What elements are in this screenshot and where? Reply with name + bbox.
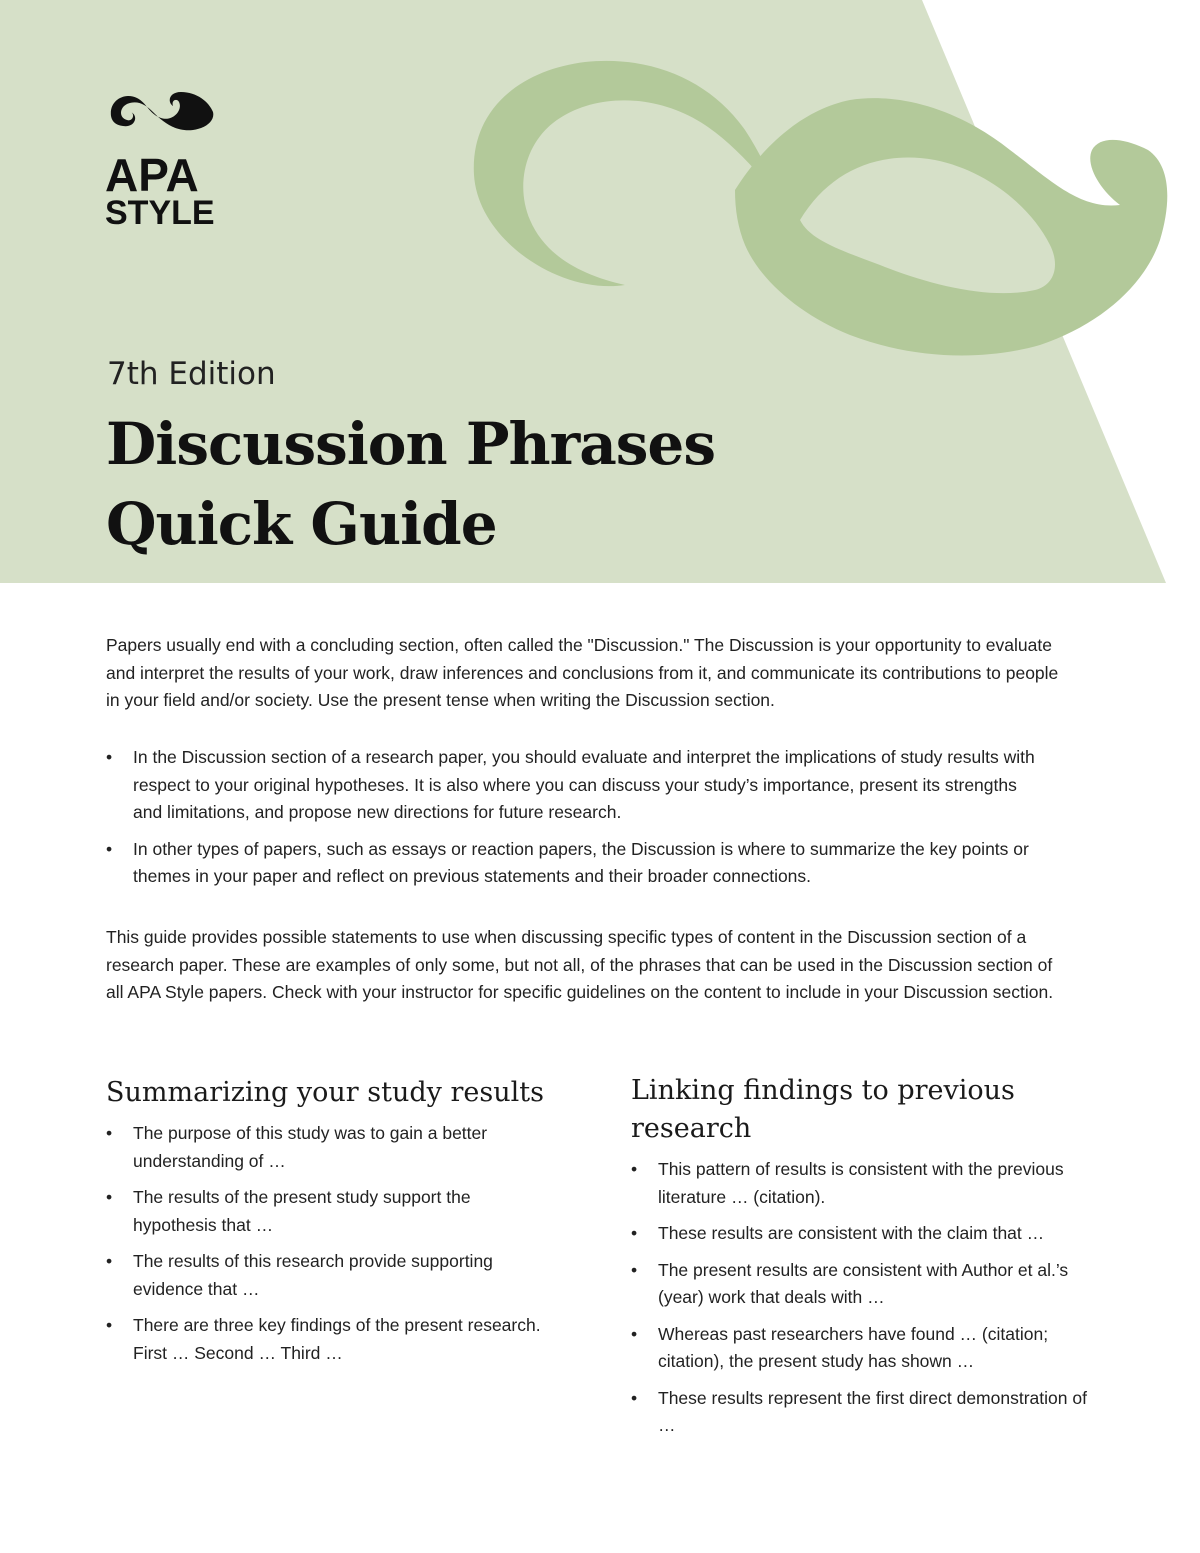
- list-item: • These results represent the first direct demonstration of …: [631, 1385, 1091, 1440]
- list-item: • In other types of papers, such as essays or reaction papers, the Discussion is where to summarize the key points or themes in your paper and reflect on previous statements and their broader connections.: [106, 836, 1046, 891]
- page-title: [106, 404, 806, 564]
- list-item: • The purpose of this study was to gain a better understanding of …: [106, 1120, 556, 1175]
- list-item: • There are three key findings of the present research. First … Second … Third …: [106, 1312, 556, 1367]
- logo-text-style: STYLE: [105, 194, 215, 232]
- title-line-2: Quick Guide: [106, 490, 497, 558]
- intro-bullet-list: [106, 744, 1046, 900]
- list-item: • This pattern of results is consistent with the previous literature … (citation).: [631, 1156, 1091, 1211]
- section-summarizing-results: [106, 1074, 556, 1376]
- guide-description-paragraph: This guide provides possible statements to use when discussing specific types of content in the Discussion section of a research paper. These are examples of only some, but not all, of the phrases that can be used in the Discussion section of all APA Style papers. Check with your instructor for specific guidelines on the content to include in your Discussion section.: [106, 927, 1054, 1002]
- list-item: • In the Discussion section of a research paper, you should evaluate and interpret the implications of study results with respect to your original hypotheses. It is also where you can discuss your study’s importance, present its strengths and limitations, and propose new directions for future research.: [106, 744, 1046, 827]
- title-line-1: Discussion Phrases: [106, 410, 715, 478]
- section-heading: Linking findings to previous research: [631, 1075, 1015, 1144]
- apa-style-logo: [105, 88, 225, 230]
- list-item: • The results of this research provide supporting evidence that …: [106, 1248, 556, 1303]
- edition-label: 7th Edition: [107, 356, 276, 392]
- apa-swash-icon: [105, 88, 217, 134]
- section-linking-findings: [631, 1072, 1091, 1449]
- section-heading: Summarizing your study results: [106, 1077, 544, 1108]
- list-item: • These results are consistent with the claim that …: [631, 1220, 1091, 1248]
- phrase-list: [631, 1156, 1091, 1440]
- intro-paragraph: Papers usually end with a concluding section, often called the "Discussion." The Discussion is your opportunity to evaluate and interpret the results of your work, draw inferences and conclusions from it, and communicate its contributions to people in your field and/or society. Use the present tense when writing the Discussion section.: [106, 635, 1059, 710]
- list-item: • Whereas past researchers have found … (citation; citation), the present study has shown …: [631, 1321, 1091, 1376]
- list-item: • The results of the present study support the hypothesis that …: [106, 1184, 556, 1239]
- phrase-list: [106, 1120, 556, 1367]
- list-item: • The present results are consistent with Author et al.’s (year) work that deals with …: [631, 1257, 1091, 1312]
- logo-text-apa: APA: [105, 149, 199, 201]
